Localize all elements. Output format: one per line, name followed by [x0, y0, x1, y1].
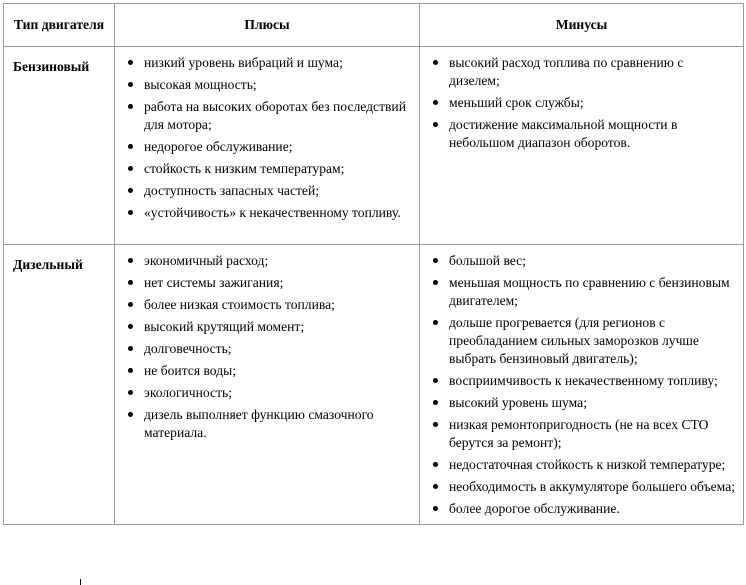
list-item: дизель выполняет функцию смазочного материала. [125, 406, 413, 442]
list-item: не боится воды; [125, 362, 413, 380]
list-item: высокая мощность; [125, 76, 413, 94]
engine-type-cell: Бензиновый [4, 47, 115, 245]
list-item: необходимость в аккумуляторе большего объема; [430, 478, 737, 496]
list-item: восприимчивость к некачественному топливу; [430, 372, 737, 390]
list-item: нет системы зажигания; [125, 274, 413, 292]
list-item: недостаточная стойкость к низкой температуре; [430, 456, 737, 474]
list-item: высокий крутящий момент; [125, 318, 413, 336]
list-item: недорогое обслуживание; [125, 138, 413, 156]
pros-list [115, 47, 419, 228]
table-row-petrol [4, 47, 744, 245]
list-item: меньший срок службы; [430, 94, 737, 112]
list-item: долговечность; [125, 340, 413, 358]
table-row-diesel [4, 245, 744, 525]
list-item: доступность запасных частей; [125, 182, 413, 200]
list-item: большой вес; [430, 252, 737, 270]
list-item: меньшая мощность по сравнению с бензиновым двигателем; [430, 274, 737, 310]
cons-list [420, 47, 743, 158]
list-item: экономичный расход; [125, 252, 413, 270]
list-item: более дорогое обслуживание. [430, 500, 737, 518]
list-item: достижение максимальной мощности в небольшом диапазон оборотов. [430, 116, 737, 152]
list-item: экологичность; [125, 384, 413, 402]
header-engine-type: Тип двигателя [4, 4, 115, 47]
cons-cell [420, 245, 744, 525]
table-header-row [4, 4, 744, 47]
list-item: высокий уровень шума; [430, 394, 737, 412]
header-cons: Минусы [420, 4, 744, 47]
list-item: высокий расход топлива по сравнению с дизелем; [430, 54, 737, 90]
list-item: «устойчивость» к некачественному топливу. [125, 204, 413, 222]
pros-cell [115, 47, 420, 245]
list-item: более низкая стоимость топлива; [125, 296, 413, 314]
cons-list [420, 245, 743, 524]
header-pros: Плюсы [115, 4, 420, 47]
list-item: дольше прогревается (для регионов с преобладанием сильных заморозков лучше выбрать бензиновый двигатель); [430, 314, 737, 368]
pros-cell [115, 245, 420, 525]
list-item: работа на высоких оборотах без последствий для мотора; [125, 98, 413, 134]
list-item: стойкость к низким температурам; [125, 160, 413, 178]
cons-cell [420, 47, 744, 245]
list-item: низкий уровень вибраций и шума; [125, 54, 413, 72]
page-edge-mark [80, 579, 81, 585]
list-item: низкая ремонтопригодность (не на всех СТО берутся за ремонт); [430, 416, 737, 452]
engine-type-cell: Дизельный [4, 245, 115, 525]
engine-comparison-table [3, 3, 744, 525]
pros-list [115, 245, 419, 448]
